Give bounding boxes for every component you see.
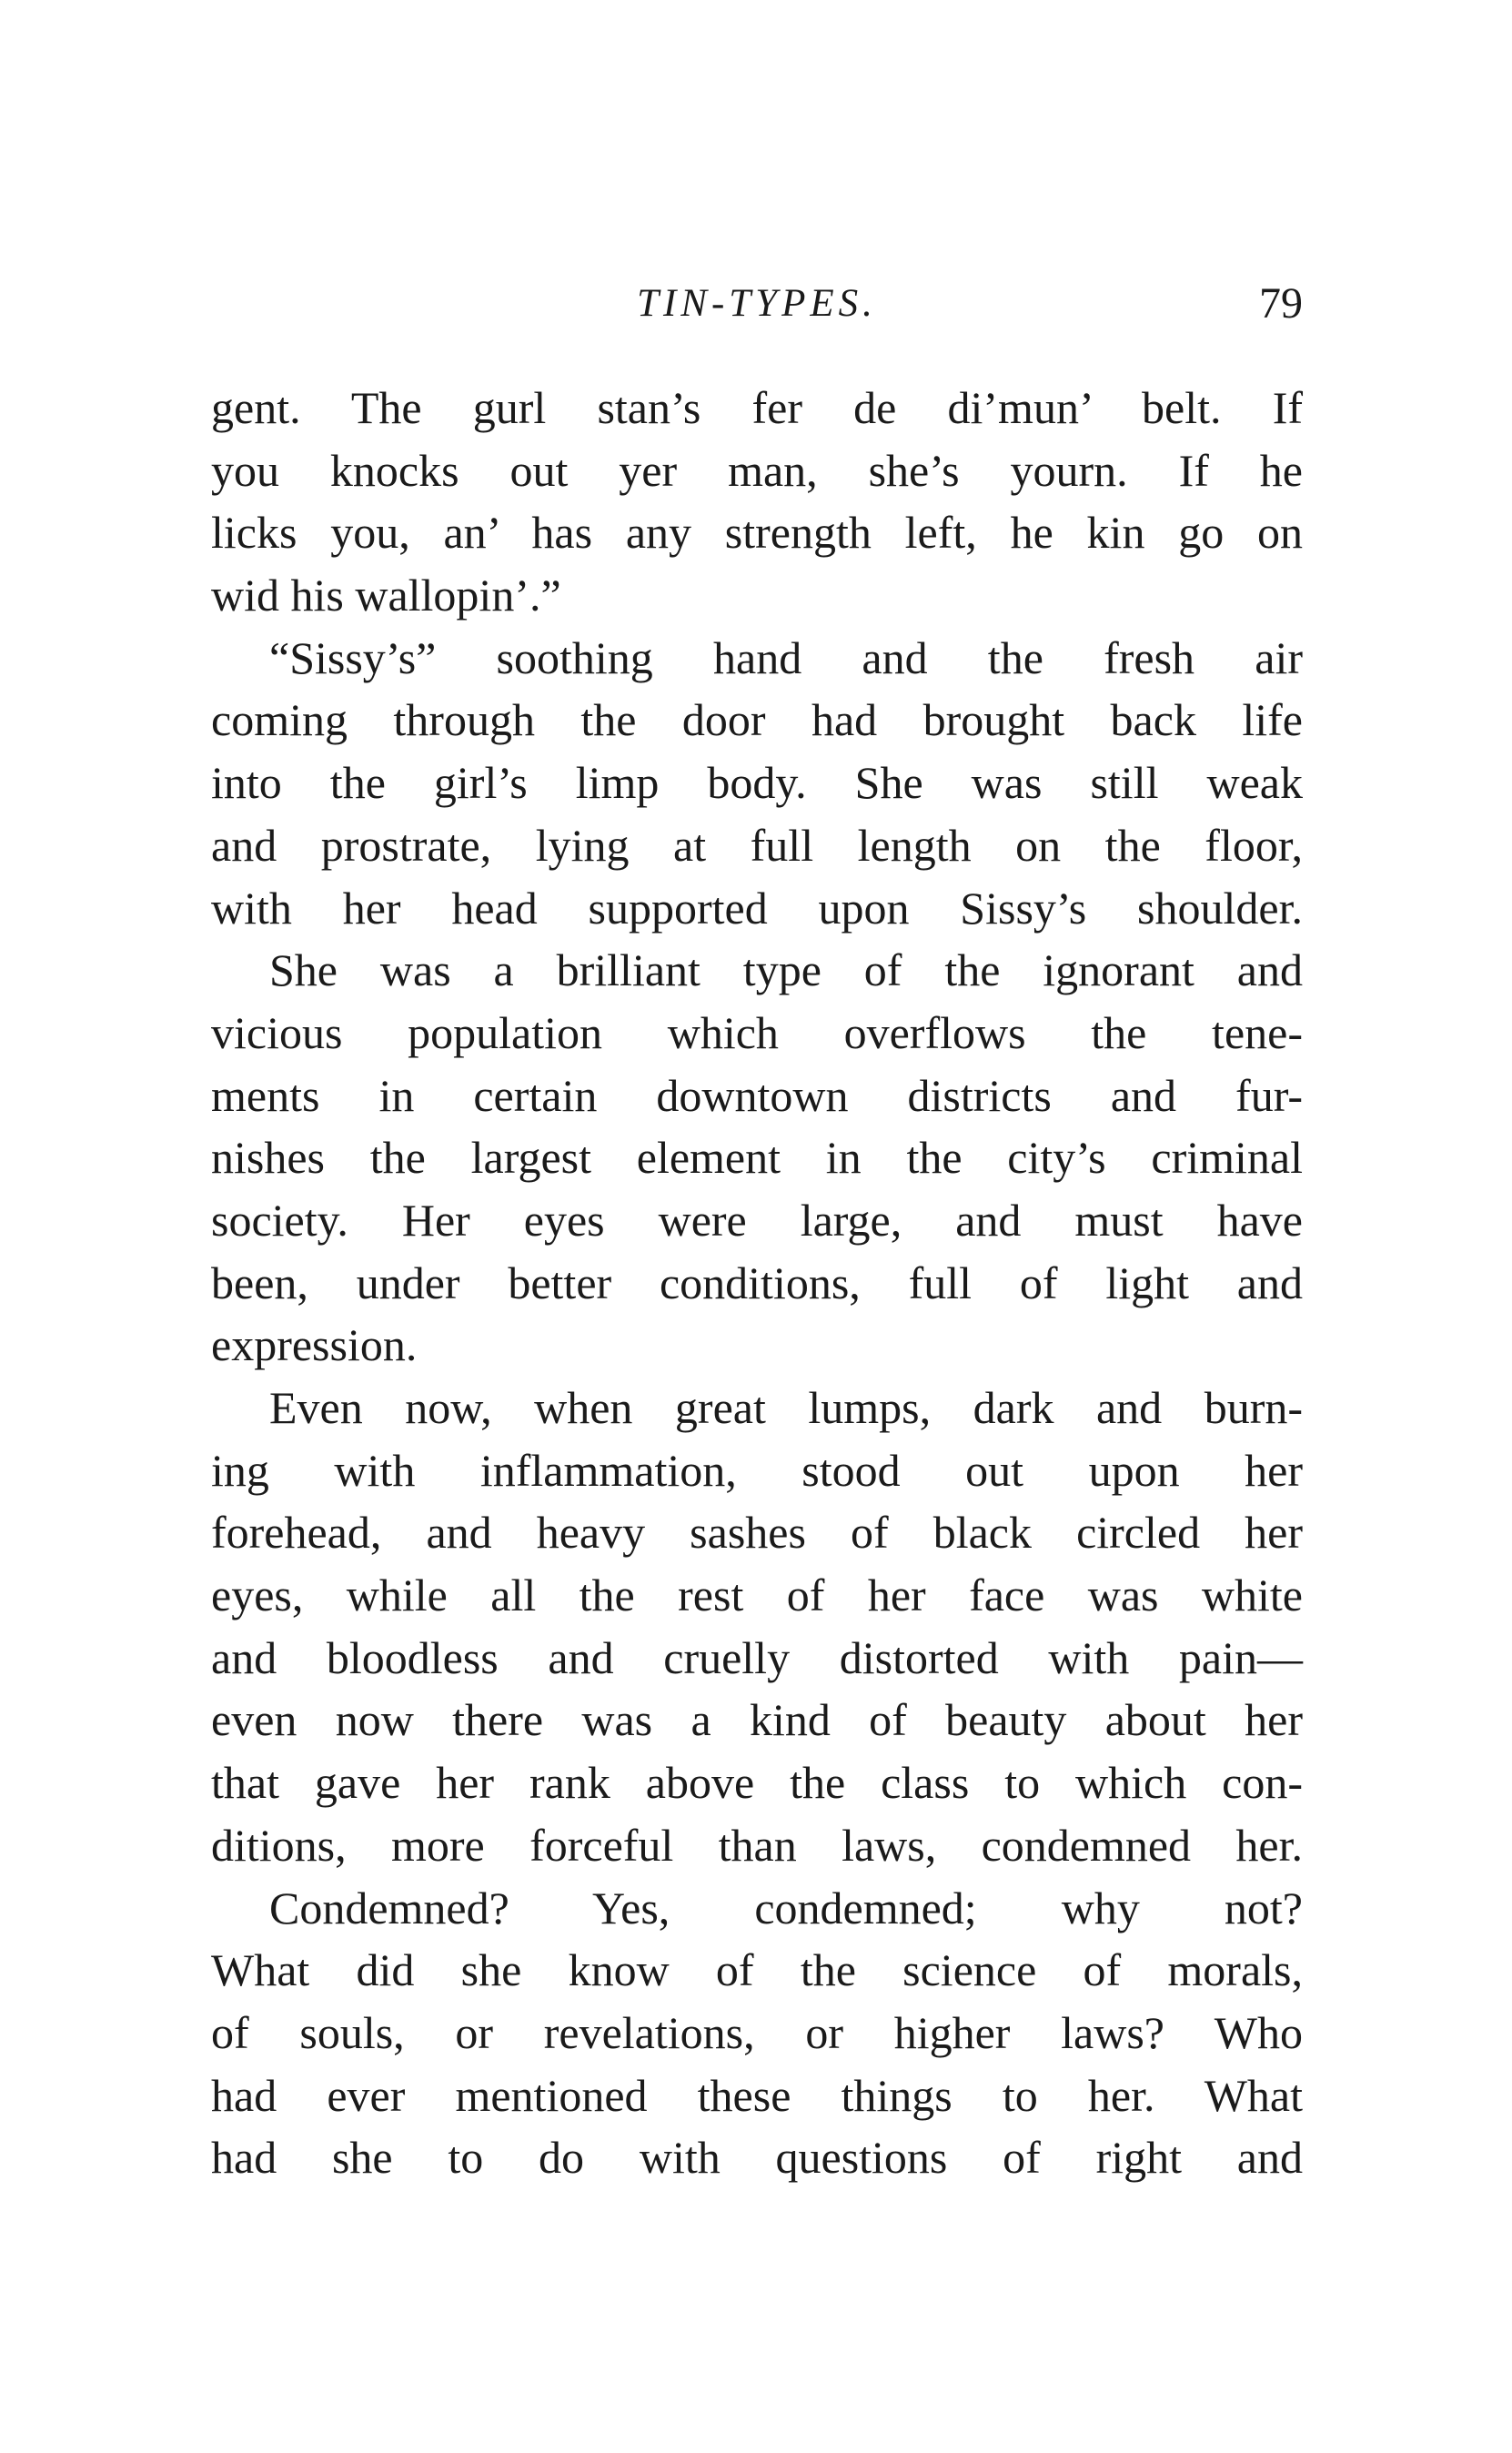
text-line: you knocks out yer man, she’s yourn. If he [211, 444, 1303, 496]
text-line: coming through the door had brought back life [211, 694, 1303, 746]
text-line: nishes the largest element in the city’s criminal [211, 1132, 1303, 1184]
running-head [211, 277, 1303, 331]
page-number: 79 [1259, 279, 1303, 328]
text-line: ments in certain downtown districts and fur- [211, 1069, 1303, 1121]
text-line: of souls, or revelations, or higher laws? Who [211, 2006, 1303, 2058]
text-line: Condemned? Yes, condemned; why not? [269, 1882, 1303, 1933]
text-line: eyes, while all the rest of her face was white [211, 1570, 1303, 1621]
text-line: Even now, when great lumps, dark and burn- [269, 1382, 1303, 1433]
text-line: wid his wallopin’.” [211, 570, 561, 621]
text-line: and prostrate, lying at full length on the floor, [211, 819, 1303, 871]
text-line: had ever mentioned these things to her. What [211, 2069, 1303, 2121]
text-line: that gave her rank above the class to which con- [211, 1757, 1303, 1809]
text-line: gent. The gurl stan’s fer de di’mun’ belt. If [211, 382, 1303, 433]
text-line: What did she know of the science of morals, [211, 1944, 1303, 1996]
text-line: society. Her eyes were large, and must have [211, 1194, 1303, 1246]
text-line: ditions, more forceful than laws, condemned her. [211, 1819, 1303, 1871]
text-line: had she to do with questions of right and [211, 2132, 1303, 2184]
text-line: even now there was a kind of beauty about her [211, 1694, 1303, 1746]
text-line: and bloodless and cruelly distorted with pain— [211, 1631, 1303, 1683]
text-line: forehead, and heavy sashes of black circled her [211, 1507, 1303, 1559]
text-line: “Sissy’s” soothing hand and the fresh air [269, 631, 1303, 683]
running-title: TIN-TYPES. [637, 282, 877, 325]
text-line: with her head supported upon Sissy’s shoulder. [211, 882, 1303, 934]
text-line: been, under better conditions, full of light and [211, 1257, 1303, 1308]
text-line: expression. [211, 1319, 418, 1371]
body-text [211, 377, 1303, 2189]
text-line: into the girl’s limp body. She was still weak [211, 757, 1303, 809]
text-line: ing with inflammation, stood out upon her [211, 1444, 1303, 1496]
text-line: She was a brilliant type of the ignorant and [269, 944, 1303, 996]
text-line: licks you, an’ has any strength left, he kin go on [211, 507, 1303, 559]
text-line: vicious population which overflows the tene- [211, 1006, 1303, 1058]
